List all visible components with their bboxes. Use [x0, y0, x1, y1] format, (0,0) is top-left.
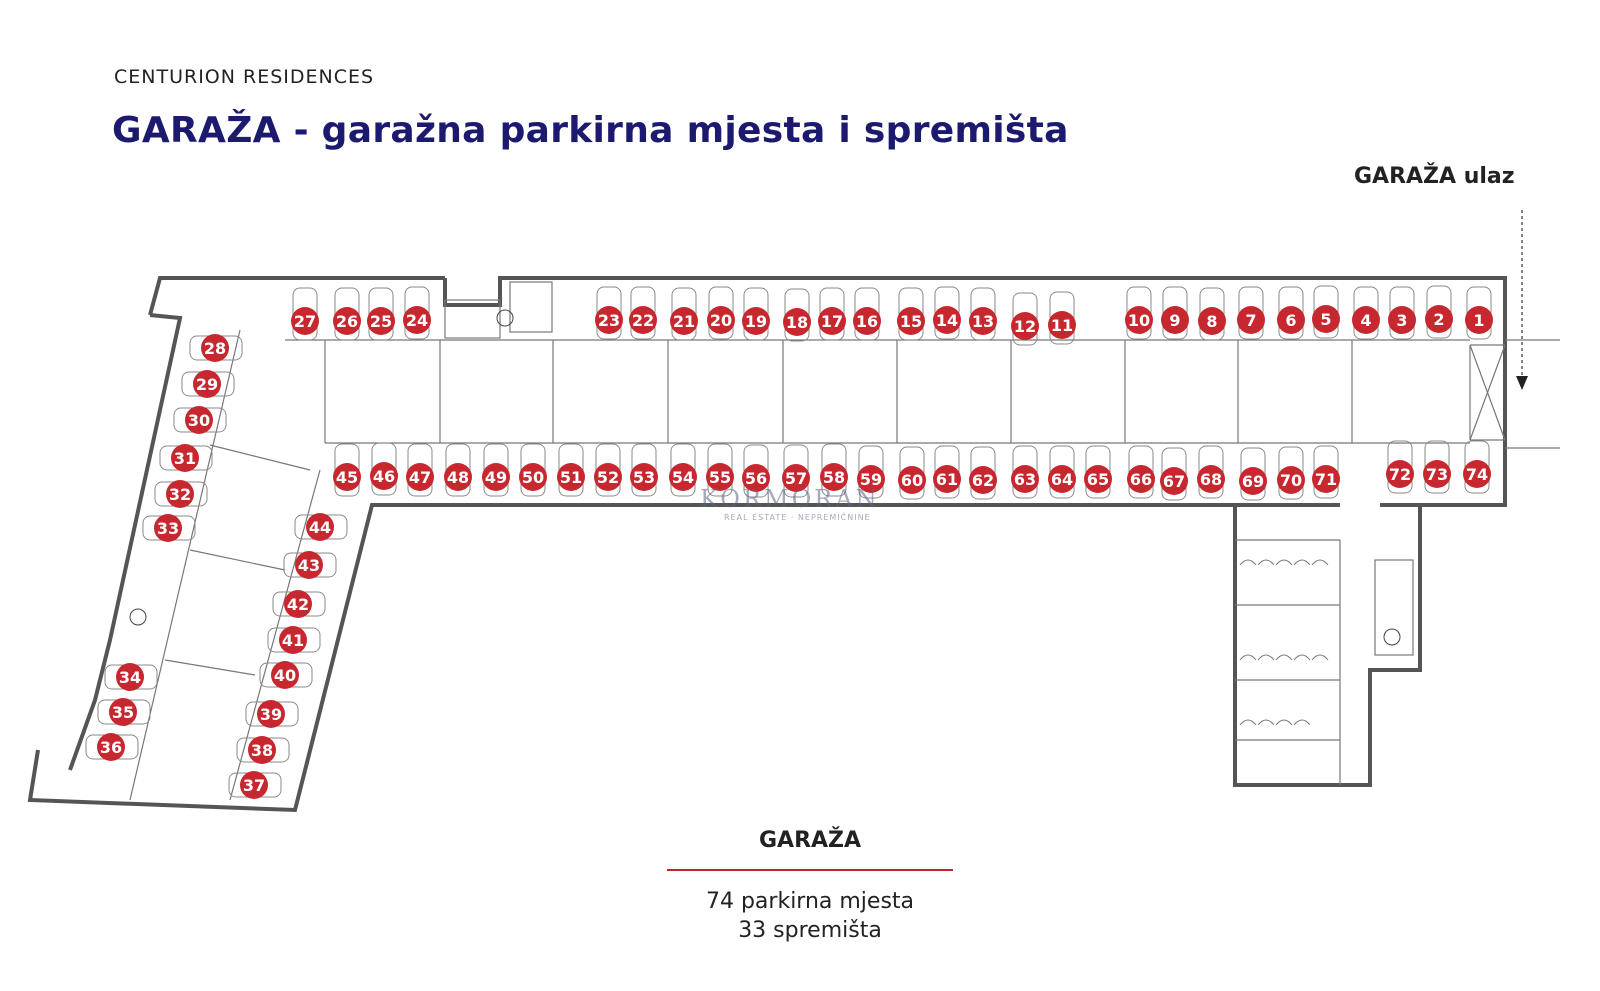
spot-number: 36	[99, 738, 123, 757]
spot-number: 67	[1162, 472, 1186, 491]
parking-spot-52[interactable]	[594, 444, 622, 496]
spot-number: 6	[1285, 311, 1297, 330]
spot-number: 25	[369, 312, 393, 331]
parking-spot-50[interactable]	[519, 444, 547, 496]
parking-spot-10[interactable]	[1125, 287, 1153, 339]
parking-spot-62[interactable]	[969, 447, 997, 499]
parking-spot-2[interactable]	[1425, 286, 1453, 338]
parking-spot-72[interactable]	[1386, 441, 1414, 493]
parking-spot-63[interactable]	[1011, 446, 1039, 498]
spot-number: 62	[971, 471, 995, 490]
parking-spot-45[interactable]	[333, 444, 361, 496]
parking-spot-65[interactable]	[1084, 446, 1112, 498]
parking-spot-12[interactable]	[1011, 293, 1039, 345]
spot-number: 23	[597, 311, 621, 330]
spot-number: 18	[785, 313, 809, 332]
parking-spot-51[interactable]	[557, 444, 585, 496]
parking-spot-69[interactable]	[1239, 448, 1267, 500]
parking-spot-38[interactable]	[237, 736, 289, 764]
spot-number: 7	[1245, 311, 1257, 330]
spot-number: 26	[335, 312, 359, 331]
spot-number: 28	[203, 339, 227, 358]
legend-parking-count: 74 parkirna mjesta	[705, 889, 915, 914]
spot-number: 60	[900, 471, 924, 490]
spot-number: 68	[1199, 470, 1223, 489]
parking-spot-67[interactable]	[1160, 448, 1188, 500]
spot-number: 49	[484, 468, 508, 487]
spot-number: 20	[709, 311, 733, 330]
spot-number: 56	[744, 469, 768, 488]
parking-spot-64[interactable]	[1048, 446, 1076, 498]
spot-number: 70	[1279, 471, 1303, 490]
parking-spot-22[interactable]	[629, 287, 657, 339]
spot-number: 31	[173, 449, 197, 468]
parking-spot-11[interactable]	[1048, 292, 1076, 344]
spot-number: 43	[297, 556, 321, 575]
spot-number: 48	[446, 468, 470, 487]
spot-number: 41	[281, 631, 305, 650]
spot-number: 64	[1050, 470, 1074, 489]
parking-spot-16[interactable]	[853, 288, 881, 340]
spot-number: 47	[408, 468, 432, 487]
spot-number: 10	[1127, 311, 1151, 330]
spot-number: 19	[744, 312, 768, 331]
spot-number: 51	[559, 468, 583, 487]
spot-number: 61	[935, 470, 959, 489]
parking-spot-5[interactable]	[1312, 286, 1340, 338]
spot-number: 8	[1206, 312, 1218, 331]
spot-number: 37	[242, 776, 266, 795]
parking-spot-4[interactable]	[1352, 287, 1380, 339]
spot-number: 69	[1241, 472, 1265, 491]
parking-spot-30[interactable]	[174, 406, 226, 434]
storage-door-swings	[1240, 560, 1328, 725]
watermark-tagline: REAL ESTATE · NEPREMIČNINE	[724, 513, 871, 522]
spot-number: 16	[855, 312, 879, 331]
spot-number: 55	[708, 468, 732, 487]
spot-number: 38	[250, 741, 274, 760]
parking-spot-44[interactable]	[295, 513, 347, 541]
parking-spot-9[interactable]	[1161, 287, 1189, 339]
spot-number: 1	[1473, 311, 1485, 330]
parking-spot-20[interactable]	[707, 287, 735, 339]
spot-number: 65	[1086, 470, 1110, 489]
spot-number: 29	[195, 375, 219, 394]
spot-number: 22	[631, 311, 655, 330]
parking-spot-14[interactable]	[933, 287, 961, 339]
parking-spot-54[interactable]	[669, 444, 697, 496]
parking-spot-3[interactable]	[1388, 287, 1416, 339]
parking-spot-8[interactable]	[1198, 288, 1226, 340]
spot-number: 63	[1013, 470, 1037, 489]
parking-spot-46[interactable]	[370, 443, 398, 495]
parking-spot-60[interactable]	[898, 447, 926, 499]
parking-spot-25[interactable]	[367, 288, 395, 340]
spot-number: 71	[1314, 470, 1338, 489]
spot-number: 9	[1169, 311, 1181, 330]
parking-spot-35[interactable]	[98, 698, 150, 726]
legend	[660, 828, 960, 945]
spot-number: 59	[859, 470, 883, 489]
spot-number: 14	[935, 311, 959, 330]
spot-number: 42	[286, 595, 310, 614]
parking-spot-23[interactable]	[595, 287, 623, 339]
spot-number: 54	[671, 468, 695, 487]
spot-number: 21	[672, 312, 696, 331]
parking-spot-15[interactable]	[897, 288, 925, 340]
spot-number: 34	[118, 668, 142, 687]
parking-spot-74[interactable]	[1463, 441, 1491, 493]
spot-number: 58	[822, 468, 846, 487]
spot-number: 35	[111, 703, 135, 722]
spot-number: 72	[1388, 465, 1412, 484]
spot-number: 2	[1433, 310, 1445, 329]
parking-spot-40[interactable]	[260, 661, 312, 689]
parking-spot-28[interactable]	[190, 334, 242, 362]
parking-spot-33[interactable]	[143, 514, 195, 542]
spot-number: 5	[1320, 310, 1332, 329]
spot-number: 44	[308, 518, 332, 537]
spot-number: 15	[899, 312, 923, 331]
parking-spot-1[interactable]	[1465, 287, 1493, 339]
parking-spot-24[interactable]	[403, 287, 431, 339]
spot-number: 3	[1396, 311, 1408, 330]
parking-spot-18[interactable]	[783, 289, 811, 341]
parking-spot-47[interactable]	[406, 444, 434, 496]
inner-lines	[130, 282, 1560, 800]
spot-number: 27	[293, 312, 317, 331]
parking-spot-34[interactable]	[105, 663, 157, 691]
legend-storage-count: 33 spremišta	[738, 918, 882, 943]
parking-spot-73[interactable]	[1423, 441, 1451, 493]
parking-spot-29[interactable]	[182, 370, 234, 398]
spot-number: 33	[156, 519, 180, 538]
parking-spot-7[interactable]	[1237, 287, 1265, 339]
building-walls	[30, 278, 1505, 810]
spot-number: 66	[1129, 470, 1153, 489]
spot-number: 12	[1013, 317, 1037, 336]
parking-spot-71[interactable]	[1312, 446, 1340, 498]
page-title: GARAŽA - garažna parkirna mjesta i spremišta	[112, 110, 1069, 151]
watermark-name: KORMORAN	[700, 485, 880, 513]
spot-number: 32	[168, 485, 192, 504]
spot-number: 50	[521, 468, 545, 487]
spot-number: 45	[335, 468, 359, 487]
parking-spot-48[interactable]	[444, 444, 472, 496]
parking-spot-19[interactable]	[742, 288, 770, 340]
parking-spot-21[interactable]	[670, 288, 698, 340]
parking-spot-68[interactable]	[1197, 446, 1225, 498]
spot-number: 74	[1465, 465, 1489, 484]
parking-spot-27[interactable]	[291, 288, 319, 340]
parking-spot-61[interactable]	[933, 446, 961, 498]
spot-number: 40	[273, 666, 297, 685]
spot-number: 46	[372, 467, 396, 486]
legend-divider	[667, 869, 953, 871]
spot-number: 30	[187, 411, 211, 430]
spot-number: 4	[1360, 311, 1372, 330]
spot-number: 24	[405, 311, 429, 330]
parking-spot-70[interactable]	[1277, 447, 1305, 499]
parking-spot-31[interactable]	[160, 444, 212, 472]
spot-number: 52	[596, 468, 620, 487]
spot-number: 39	[259, 705, 283, 724]
brand-name: CENTURION RESIDENCES	[114, 66, 375, 88]
spot-number: 11	[1050, 316, 1074, 335]
spot-number: 57	[784, 469, 808, 488]
garage-entrance-label: GARAŽA ulaz	[1354, 164, 1515, 189]
parking-spot-49[interactable]	[482, 444, 510, 496]
parking-spot-66[interactable]	[1127, 446, 1155, 498]
parking-spot-36[interactable]	[86, 733, 138, 761]
entrance-arrow-icon	[1516, 210, 1528, 390]
legend-title: GARAŽA	[758, 828, 862, 853]
spot-number: 53	[632, 468, 656, 487]
parking-spot-6[interactable]	[1277, 287, 1305, 339]
parking-spot-26[interactable]	[333, 288, 361, 340]
parking-spot-53[interactable]	[630, 444, 658, 496]
parking-spot-17[interactable]	[818, 288, 846, 340]
parking-spot-13[interactable]	[969, 288, 997, 340]
spot-number: 73	[1425, 465, 1449, 484]
spot-number: 17	[820, 312, 844, 331]
spot-number: 13	[971, 312, 995, 331]
